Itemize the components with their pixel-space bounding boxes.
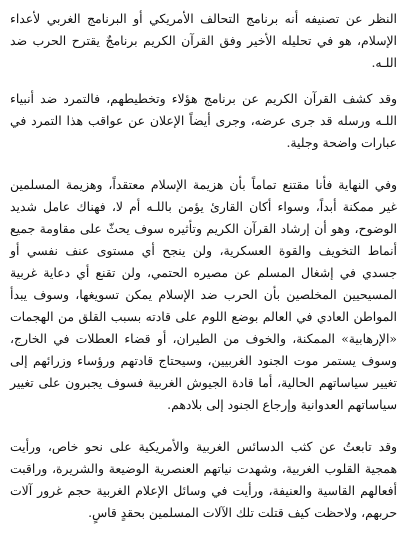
paragraph-2: وقد كشف القرآن الكريم عن برنامج هؤلاء وتخطيطهم، فالتمرد ضد أنبياء اللـه ورسله قد جرى عرضه، وجرى أيضاً الإعلان عن عواقب هذا التمرد في عبارات واضحة وجلية. [10, 91, 397, 150]
paragraph-1: النظر عن تصنيفه أنه برنامج التحالف الأمريكي أو البرنامج الغربي لأعداء الإسلام، هو في تحليله الأخير وفق القرآن الكريم برنامجٌ يقترح الحرب ضد اللـه. [10, 11, 397, 70]
paragraph-3: وفي النهاية فأنا مقتنع تماماً بأن هزيمة الإسلام معتقداً، وهزيمة المسلمين غير ممكنة أبداً، وسواء أكان القارئ يؤمن باللـه أم لا، فهناك عامل شديد الوضوح، وهو أن إرشاد القرآن الكريم وتأثيره سوف يحثّ على مقاومة جميع أنماط التخويف والقوة العسكرية، ولن ينجح أي مستوى عنف نفسي أو جسدي في إشغال المسلم عن مصيره الحتمي، ولن تقنع أي دعاية غربية المسيحيين المخلصين بأن الحرب ضد الإسلام يمكن تسويغها، وسوف يبدأ المواطن العادي في العالم بوضع اللوم على قادته بسبب القلق من الهجمات «الإرهابية» الممكنة، والخوف من الطيران، أو قضاء العطلات في الخارج، وسوف يستمر موت الجنود الغربيين، وسيحتاج قادتهم ورؤساء وزرائهم إلى تغيير سياساتهم الحالية، أما قادة الجيوش الغربية فسوف يجبرون على تغيير سياساتهم العدوانية وإرجاع الجنود إلى بلادهم. [10, 177, 397, 412]
paragraph-4: وقد تابعتُ عن كثب الدسائس الغربية والأمريكية على نحو خاص، ورأيت همجية القلوب الغربية، وشهدت نياتهم العنصرية الوضيعة والشريرة، وراقبت أفعالهم القاسية والعنيفة، ورأيت في وسائل الإعلام الغربية حجم غرور آلات حربهم، ولاحظت كيف قتلت تلك الآلات المسلمين بحقدٍ قاسٍ. [10, 439, 397, 520]
